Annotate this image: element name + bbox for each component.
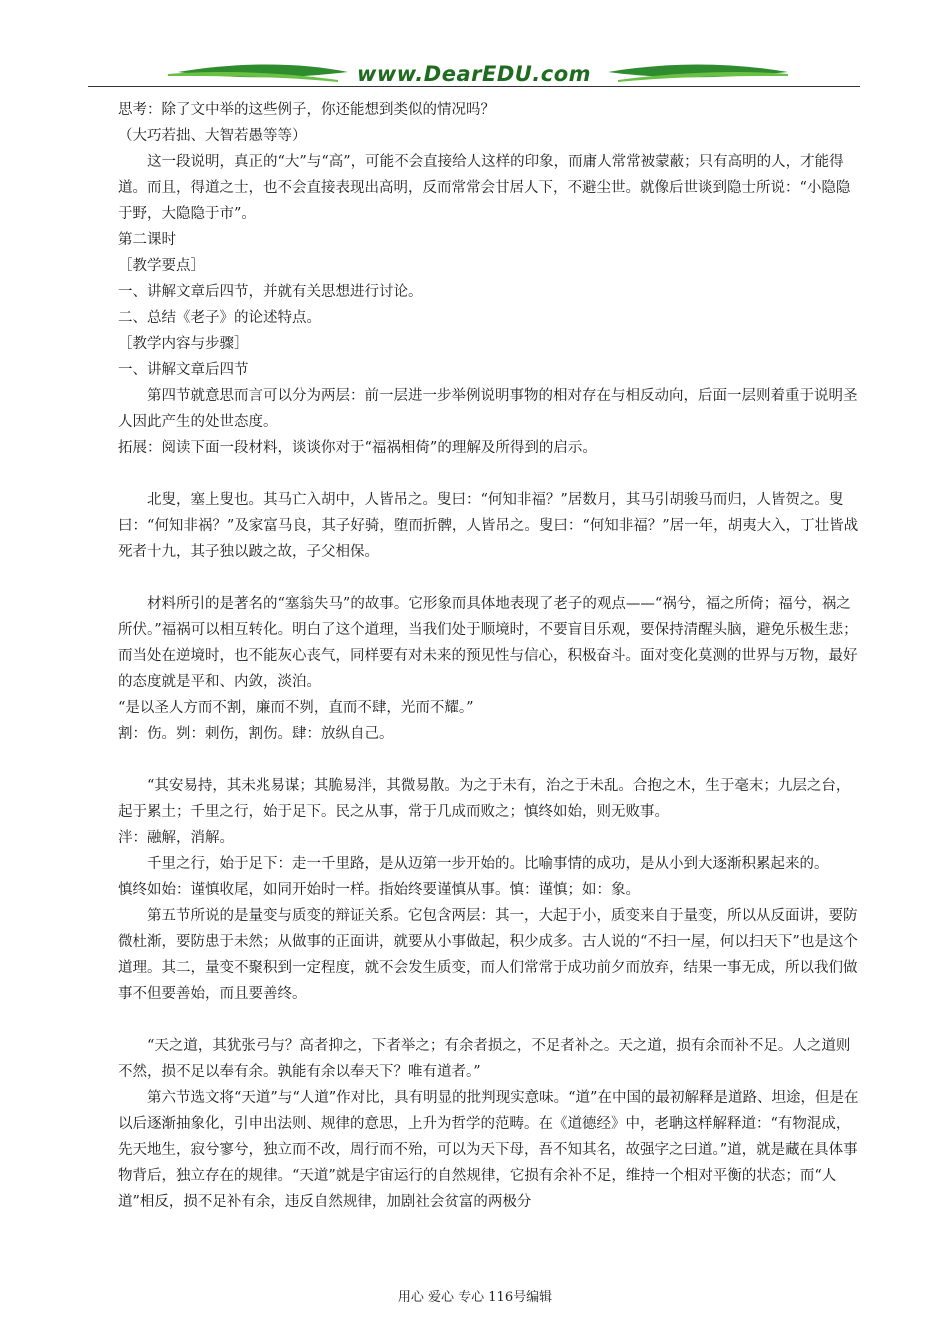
paragraph: 这一段说明，真正的“大”与“高”，可能不会直接给人这样的印象，而庸人常常被蒙蔽；只有高明的人，才能得道。而且，得道之士，也不会直接表现出高明，反而常常会甘居人下，不避尘世。就像后世谈到隐士所说：“小隐隐于野，大隐隐于市”。 [118,154,851,222]
annotation: 泮：融解，消解。 [118,830,234,846]
section-heading: ［教学内容与步骤］ [118,336,249,352]
document-body [118,97,860,1215]
quotation: “天之道，其犹张弓与？高者抑之，下者举之；有余者损之，不足者补之。天之道，损有余而补不足。人之道则不然，损不足以奉有余。孰能有余以奉天下？唯有道者。” [118,1038,851,1080]
annotation: 慎终如始：谨慎收尾，如同开始时一样。指始终要谨慎从事。慎：谨慎；如：象。 [118,882,640,898]
annotation: 千里之行，始于足下：走一千里路，是从迈第一步开始的。比喻事情的成功，是从小到大逐渐积累起来的。 [147,856,829,872]
quotation: “其安易持，其未兆易谋；其脆易泮，其微易散。为之于未有，治之于未乱。合抱之木，生于毫末；九层之台，起于累土；千里之行，始于足下。民之从事，常于几成而败之；慎终如始，则无败事。 [118,778,851,820]
paragraph: 材料所引的是著名的“塞翁失马”的故事。它形象而具体地表现了老子的观点——“祸兮，福之所倚；福兮，祸之所伏。”福祸可以相互转化。明白了这个道理，当我们处于顺境时，不要盲目乐观，要保持清醒头脑，避免乐极生悲；而当处在逆境时，也不能灰心丧气，同样要有对未来的预见性与信心，积极奋斗。面对变化莫测的世界与万物，最好的态度就是平和、内敛，淡泊。 [118,596,858,690]
paragraph: 拓展：阅读下面一段材料，谈谈你对于“福祸相倚”的理解及所得到的启示。 [118,440,597,456]
paragraph: 第五节所说的是量变与质变的辩证关系。它包含两层：其一，大起于小，质变来自于量变，所以从反面讲，要防微杜渐，要防患于未然；从做事的正面讲，就要从小事做起，积少成多。古人说的“不扫一屋，何以扫天下”也是这个道理。其二，量变不聚积到一定程度，就不会发生质变，而人们常常于成功前夕而放弃，结果一事无成，所以我们做事不但要善始，而且要善终。 [118,908,858,1002]
site-logo[interactable]: www.DearEDU.com [356,62,592,86]
quoted-material: 北叟，塞上叟也。其马亡入胡中，人皆吊之。叟曰：“何知非福？”居数月，其马引胡骏马而归，人皆贺之。叟曰：“何知非祸？”及家富马良，其子好骑，堕而折髀，人皆吊之。叟曰：“何知非福？”居一年，胡夷大入，丁壮皆战死者十九，其子独以跛之故，子父相保。 [118,492,859,560]
paragraph: 第六节选文将“天道”与“人道”作对比，具有明显的批判现实意味。“道”在中国的最初解释是道路、坦途，但是在以后逐渐抽象化，引申出法则、规律的意思，上升为哲学的范畴。在《道德经》中，老聃这样解释道：“有物混成，先天地生，寂兮寥兮，独立而不改，周行而不殆，可以为天下母，吾不知其名，故强字之曰道。”道，就是藏在具体事物背后，独立存在的规律。“天道”就是宇宙运行的自然规律，它损有余补不足，维持一个相对平衡的状态；而“人道”相反，损不足补有余，违反自然规律，加剧社会贫富的两极分 [118,1090,859,1210]
section-heading: 第二课时 [118,232,176,248]
paragraph: （大巧若拙、大智若愚等等） [118,128,307,144]
paragraph: 第四节就意思而言可以分为两层：前一层进一步举例说明事物的相对存在与相反动向，后面一层则着重于说明圣人因此产生的处世态度。 [118,388,858,430]
section-heading: ［教学要点］ [118,258,205,274]
page-footer: 用心 爱心 专心 116号编辑 [397,1290,553,1305]
quotation: “是以圣人方而不割，廉而不刿，直而不肆，光而不耀。” [118,700,474,716]
paragraph: 二、总结《老子》的论述特点。 [118,310,321,326]
annotation: 割：伤。刿：刺伤，割伤。肆：放纵自己。 [118,726,394,742]
paragraph: 一、讲解文章后四节，并就有关思想进行讨论。 [118,284,423,300]
paragraph: 思考：除了文中举的这些例子，你还能想到类似的情况吗？ [118,102,495,118]
section-heading: 一、讲解文章后四节 [118,362,249,378]
header-rule [88,86,860,87]
